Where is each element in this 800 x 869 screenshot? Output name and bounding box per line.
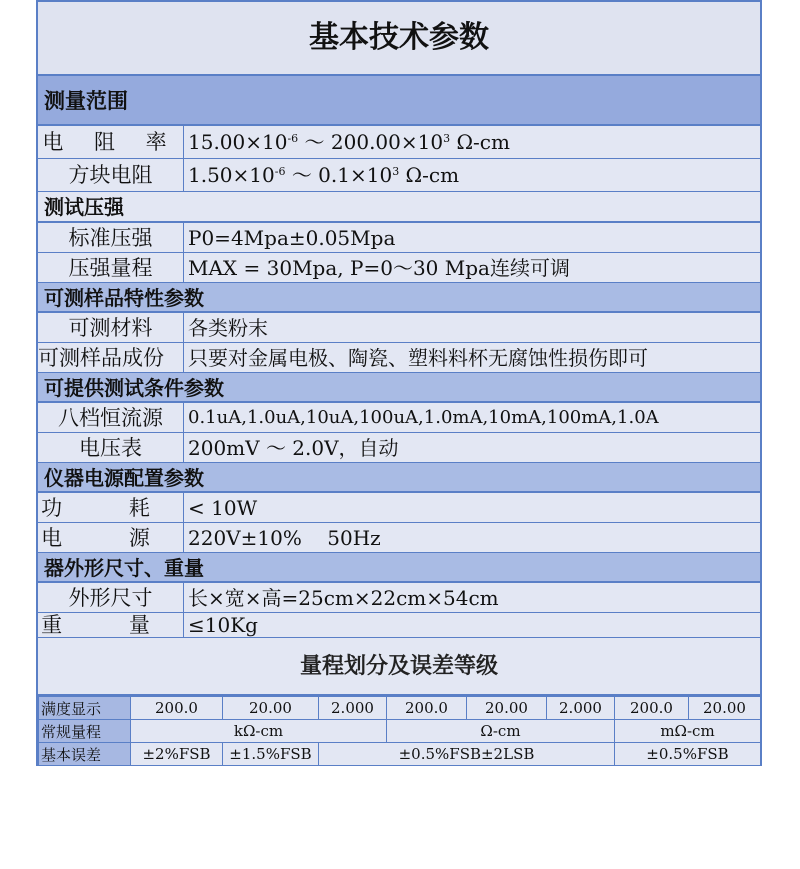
row-dimensions (38, 583, 760, 613)
row-label: 可测材料 (38, 313, 184, 342)
table-cell: Ω-cm (387, 720, 615, 743)
row-pressure-range (38, 253, 760, 283)
row-label: 标准压强 (38, 223, 184, 252)
table-row-regular-range (39, 720, 761, 743)
table-cell: ±1.5%FSB (223, 743, 319, 766)
row-value: 长×宽×高=25cm×22cm×54cm (188, 586, 499, 610)
row-label: 外形尺寸 (38, 583, 184, 612)
row-value: < 10W (188, 496, 258, 520)
table-row-basic-error (39, 743, 761, 766)
section-heading-measure-range: 测量范围 (38, 76, 760, 126)
section-heading-conditions: 可提供测试条件参数 (38, 373, 760, 403)
row-label: 功 耗 (38, 493, 184, 522)
row-standard-pressure (38, 223, 760, 253)
table-cell: 20.00 (689, 697, 761, 720)
row-label: 电 阻 率 (38, 126, 184, 158)
range-table-title: 量程划分及误差等级 (38, 638, 760, 696)
range-table (38, 696, 761, 766)
table-cell: 200.0 (615, 697, 689, 720)
row-label: 重 量 (38, 613, 184, 637)
row-value: 0.1uA,1.0uA,10uA,100uA,1.0mA,10mA,100mA,1.0A (188, 407, 659, 428)
section-heading-power: 仪器电源配置参数 (38, 463, 760, 493)
table-cell: 2.000 (547, 697, 615, 720)
table-cell: ±0.5%FSB (615, 743, 761, 766)
section-heading-pressure: 测试压强 (38, 192, 760, 223)
page-title: 基本技术参数 (38, 2, 760, 76)
row-material (38, 313, 760, 343)
row-resistivity (38, 126, 760, 159)
table-cell: 200.0 (387, 697, 467, 720)
row-value: 200mV ～ 2.0V，自动 (188, 436, 399, 460)
row-value: $15.00\times 10^{-6}$ ～ $200.00\times 10^3$ Ω-cm (188, 130, 510, 154)
table-cell: ±2%FSB (131, 743, 223, 766)
row-voltmeter (38, 433, 760, 463)
row-label: 八档恒流源 (38, 403, 184, 432)
row-label: 方块电阻 (38, 159, 184, 191)
row-label: 电压表 (38, 433, 184, 462)
row-value: P0=4Mpa±0.05Mpa (188, 226, 396, 250)
section-heading-size: 器外形尺寸、重量 (38, 553, 760, 583)
row-label: 压强量程 (38, 253, 184, 282)
row-header: 常规量程 (39, 720, 131, 743)
parameter-sheet (36, 0, 762, 766)
row-header: 满度显示 (39, 697, 131, 720)
table-cell: mΩ-cm (615, 720, 761, 743)
table-cell: ±0.5%FSB±2LSB (319, 743, 615, 766)
table-cell: 20.00 (467, 697, 547, 720)
row-power-supply (38, 523, 760, 553)
row-label: 电 源 (38, 523, 184, 552)
table-cell: 20.00 (223, 697, 319, 720)
table-row-full-scale (39, 697, 761, 720)
table-cell: kΩ-cm (131, 720, 387, 743)
row-power-consumption (38, 493, 760, 523)
row-composition (38, 343, 760, 373)
row-label: 可测样品成份 (38, 343, 184, 372)
row-header: 基本误差 (39, 743, 131, 766)
row-value: ≤10Kg (188, 613, 258, 637)
row-current-source (38, 403, 760, 433)
row-value: 各类粉末 (188, 316, 268, 340)
row-value: MAX = 30Mpa, P=0～30 Mpa连续可调 (188, 256, 570, 280)
row-value: 220V±10% 50Hz (188, 526, 381, 550)
section-heading-sample: 可测样品特性参数 (38, 283, 760, 313)
table-cell: 200.0 (131, 697, 223, 720)
row-sheet-resistance (38, 159, 760, 192)
row-value: 只要对金属电极、陶瓷、塑料料杯无腐蚀性损伤即可 (188, 346, 648, 370)
row-weight (38, 613, 760, 638)
table-cell: 2.000 (319, 697, 387, 720)
row-value: $1.50\times 10^{-6}$ ～ $0.1\times 10^3$ Ω-cm (188, 163, 460, 187)
